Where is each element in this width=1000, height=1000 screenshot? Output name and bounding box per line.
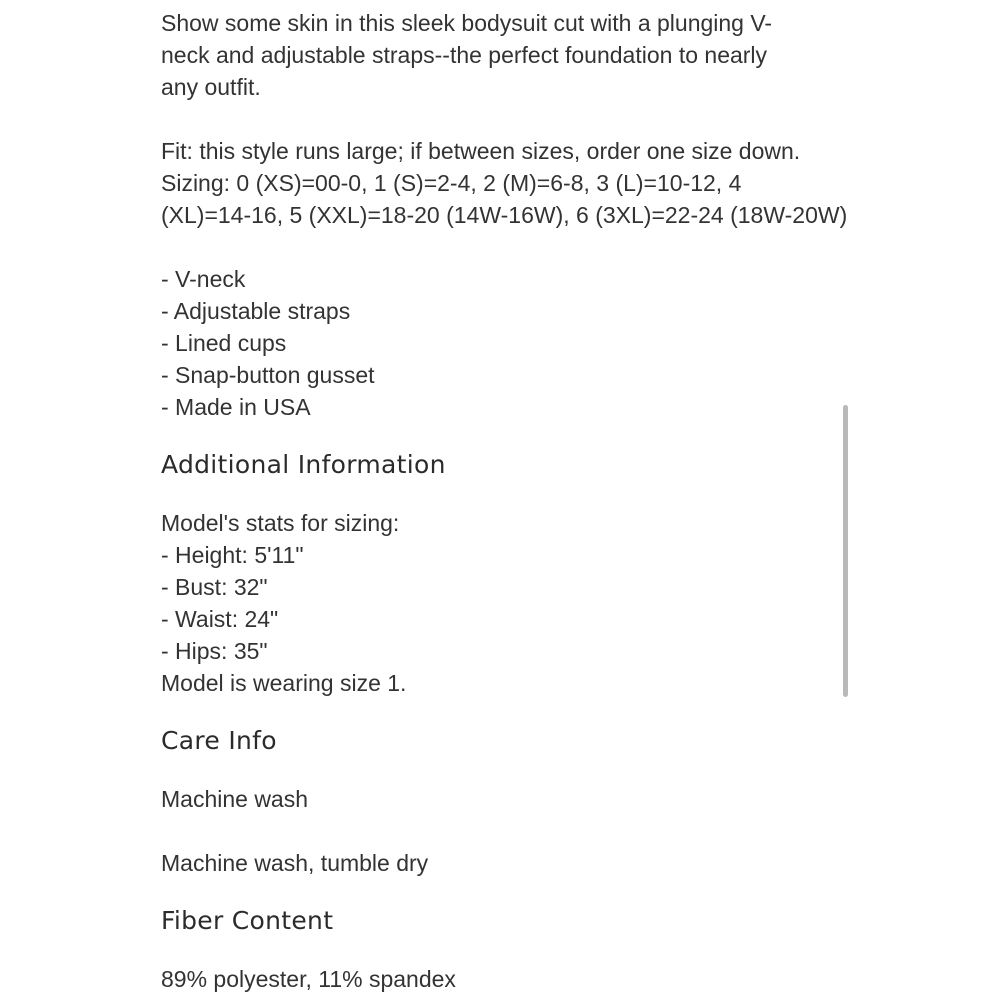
model-stat: - Hips: 35" (161, 638, 268, 664)
description-line: any outfit. (161, 74, 261, 100)
scrollbar-thumb[interactable] (843, 405, 848, 697)
paragraph-gap (161, 815, 841, 847)
feature-item: - V-neck (161, 266, 246, 292)
sizing-line: (XL)=14-16, 5 (XXL)=18-20 (14W-16W), 6 (3XL)=22-24 (18W-20W) (161, 202, 848, 228)
model-stats-intro: Model's stats for sizing: (161, 510, 400, 536)
description-line: Show some skin in this sleek bodysuit cut with a plunging V- (161, 10, 773, 36)
section-gap (161, 879, 841, 905)
description-line: neck and adjustable straps--the perfect foundation to nearly (161, 42, 768, 68)
section-heading: Care Info (161, 726, 277, 755)
fiber-composition: 89% polyester, 11% spandex (161, 966, 456, 992)
feature-item: - Snap-button gusset (161, 362, 375, 388)
feature-list (161, 263, 841, 423)
additional-information-section (161, 449, 841, 699)
care-instruction: Machine wash, tumble dry (161, 850, 429, 876)
product-description (161, 7, 848, 423)
model-stat: - Height: 5'11" (161, 542, 304, 568)
section-heading: Fiber Content (161, 906, 334, 935)
paragraph-gap (161, 103, 841, 135)
model-size-note: Model is wearing size 1. (161, 670, 407, 696)
sizing-line: Sizing: 0 (XS)=00-0, 1 (S)=2-4, 2 (M)=6-8, 3 (L)=10-12, 4 (161, 170, 742, 196)
section-gap (161, 937, 841, 963)
model-stat: - Bust: 32" (161, 574, 268, 600)
model-stat: - Waist: 24" (161, 606, 279, 632)
feature-item: - Made in USA (161, 394, 311, 420)
care-instruction: Machine wash (161, 786, 309, 812)
fiber-content-section (161, 905, 841, 995)
product-details (161, 7, 848, 995)
care-info-section (161, 725, 841, 879)
section-gap (161, 423, 841, 449)
section-gap (161, 481, 841, 507)
section-gap (161, 699, 841, 725)
section-gap (161, 757, 841, 783)
feature-item: - Lined cups (161, 330, 287, 356)
fit-note: Fit: this style runs large; if between sizes, order one size down. (161, 138, 801, 164)
paragraph-gap (161, 231, 841, 263)
section-heading: Additional Information (161, 450, 446, 479)
feature-item: - Adjustable straps (161, 298, 351, 324)
